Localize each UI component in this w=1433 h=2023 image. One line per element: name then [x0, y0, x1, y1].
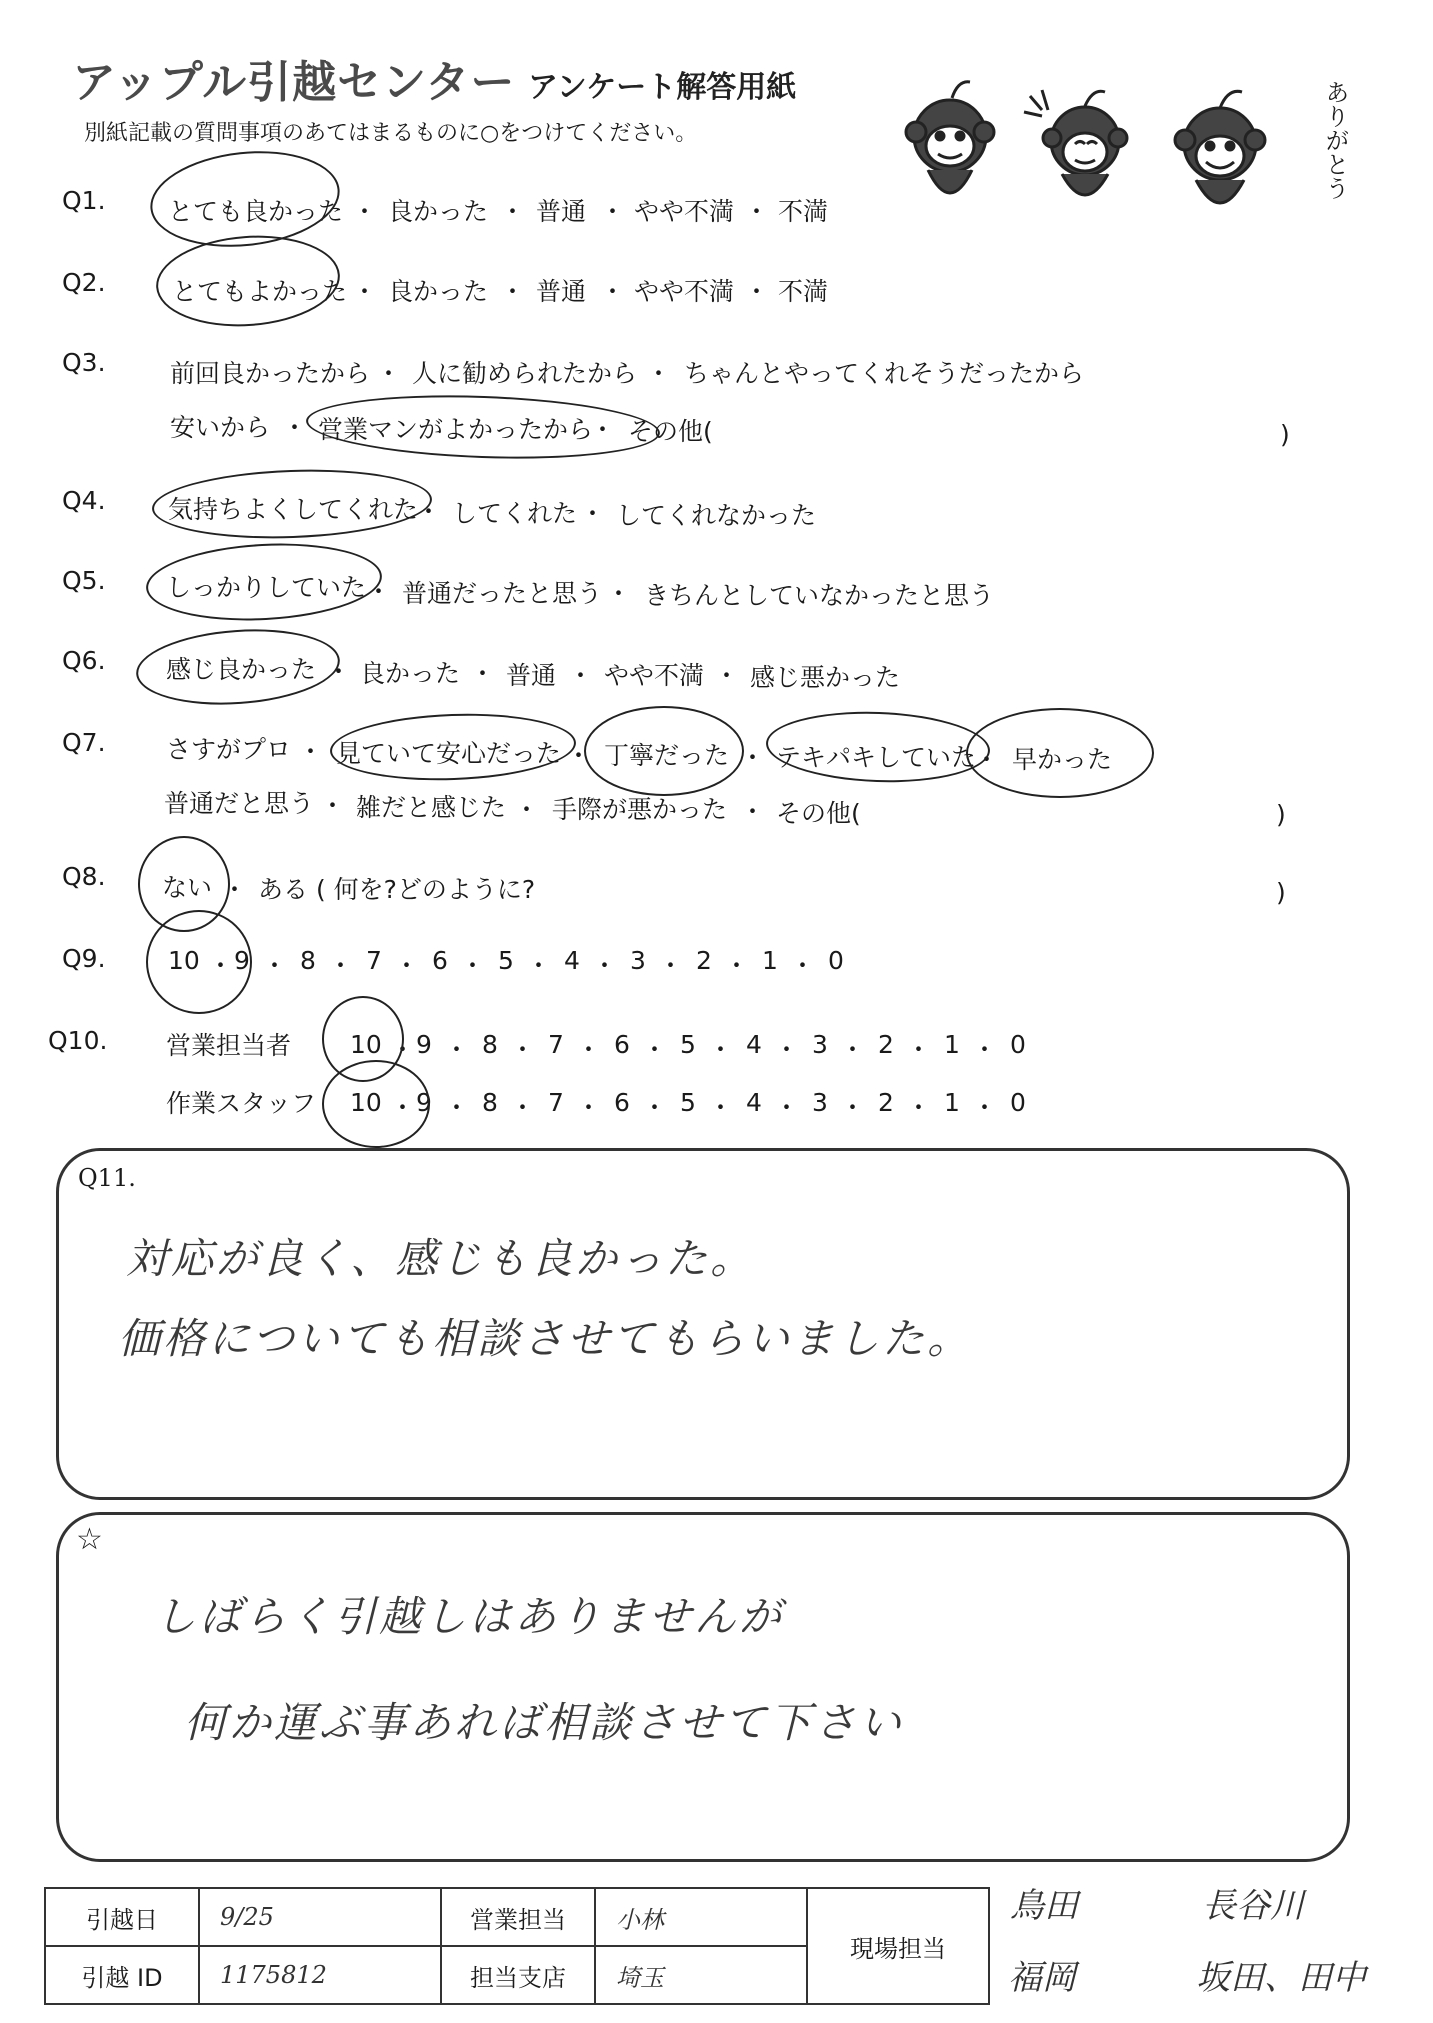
site-staff-cell [989, 1888, 1430, 2004]
star-label: ☆ [76, 1522, 103, 1557]
q9-value-6[interactable]: 6 [432, 946, 448, 975]
q5-option-3[interactable]: きちんとしていなかったと思う [644, 581, 995, 610]
q8-label: Q8. [62, 862, 106, 891]
q3-close-paren: ) [1280, 420, 1290, 449]
q10-sales-value-1[interactable]: 1 [944, 1030, 960, 1059]
q9-value-4[interactable]: 4 [564, 946, 580, 975]
q2-option-2[interactable]: 良かった [388, 277, 489, 306]
q10-sales-value-5[interactable]: 5 [680, 1030, 696, 1059]
q7-close-paren: ) [1276, 800, 1286, 829]
q1-option-5[interactable]: 不満 [778, 197, 829, 226]
q5-selection-mark [144, 538, 384, 626]
sales-label: 営業担当 [441, 1888, 595, 1946]
site-staff-3: 福岡 [1008, 1958, 1076, 1998]
q11-handwritten-line-1: 対応が良く、感じも良かった。 [126, 1234, 756, 1283]
q1-option-3[interactable]: 普通 [536, 197, 587, 226]
q9-value-3[interactable]: 3 [630, 946, 646, 975]
q3-option-5[interactable]: 営業マンがよかったから [318, 415, 594, 444]
move-id-label: 引越 ID [45, 1946, 199, 2004]
q3-option-1[interactable]: 前回良かったから [170, 359, 371, 388]
sales-value: 小林 [595, 1888, 807, 1946]
thanks-label: ありがとう [1321, 80, 1349, 200]
q7-option-5[interactable]: 早かった [1012, 745, 1113, 774]
q10-staff-value-4[interactable]: 4 [746, 1088, 762, 1117]
q4-option-1[interactable]: 気持ちよくしてくれた [168, 495, 419, 524]
q7-option-3[interactable]: 丁寧だった [604, 741, 730, 770]
q2-selection-mark [153, 230, 343, 333]
q10-staff-value-9[interactable]: 9 [416, 1088, 432, 1117]
q10-staff-value-3[interactable]: 3 [812, 1088, 828, 1117]
q9-value-5[interactable]: 5 [498, 946, 514, 975]
instruction-text: 別紙記載の質問事項のあてはまるものに○をつけてください。 [84, 121, 698, 146]
q9-selection-mark [146, 910, 252, 1014]
q10-sales-value-0[interactable]: 0 [1010, 1030, 1026, 1059]
q10-label: Q10. [48, 1026, 108, 1055]
q10-sales-value-4[interactable]: 4 [746, 1030, 762, 1059]
q9-value-2[interactable]: 2 [696, 946, 712, 975]
q10-staff-selection-mark [322, 1060, 430, 1148]
q2-label: Q2. [62, 268, 106, 297]
q3-option-3[interactable]: ちゃんとやってくれそうだったから [684, 359, 1085, 388]
q9-value-7[interactable]: 7 [366, 946, 382, 975]
q10-staff-value-1[interactable]: 1 [944, 1088, 960, 1117]
q10-sales-value-2[interactable]: 2 [878, 1030, 894, 1059]
footer-info-table [44, 1887, 1430, 2005]
q9-value-10[interactable]: 10 [168, 946, 200, 975]
q10-staff-value-0[interactable]: 0 [1010, 1088, 1026, 1117]
q4-label: Q4. [62, 486, 106, 515]
q4-selection-mark [151, 465, 433, 543]
q7-label: Q7. [62, 728, 106, 757]
q6-option-1[interactable]: 感じ良かった [166, 655, 317, 684]
q2-option-4[interactable]: やや不満 [634, 277, 735, 306]
site-staff-1: 鳥田 [1010, 1886, 1078, 1926]
q2-option-3[interactable]: 普通 [536, 277, 587, 306]
q7-option-4[interactable]: テキパキしていた [776, 743, 977, 772]
q7-selection-mark-4 [966, 708, 1154, 798]
q10-staff-value-10[interactable]: 10 [350, 1088, 382, 1117]
q4-option-3[interactable]: してくれなかった [616, 501, 817, 530]
q10-staff-value-7[interactable]: 7 [548, 1088, 564, 1117]
q3-label: Q3. [62, 348, 106, 377]
site-staff-2: 長谷川 [1202, 1886, 1304, 1926]
move-date-value: 9/25 [199, 1888, 441, 1946]
q3-selection-mark [305, 390, 661, 464]
star-handwritten-line-1: しばらく引越しはありませんが [154, 1592, 785, 1641]
q6-option-5[interactable]: 感じ悪かった [750, 663, 901, 692]
q3-option-2[interactable]: 人に勧められたから [412, 359, 638, 388]
q7-option-9[interactable]: その他( [776, 799, 861, 828]
q5-option-1[interactable]: しっかりしていた [166, 573, 367, 602]
branch-label: 担当支店 [441, 1946, 595, 2004]
q10-sales-value-6[interactable]: 6 [614, 1030, 630, 1059]
q9-value-8[interactable]: 8 [300, 946, 316, 975]
q7-option-6[interactable]: 普通だと思う [164, 789, 315, 818]
q10-sales-value-7[interactable]: 7 [548, 1030, 564, 1059]
q6-selection-mark [134, 623, 343, 711]
q1-option-4[interactable]: やや不満 [634, 197, 735, 226]
star-handwritten-line-2: 何か運ぶ事あれば相談させて下さい [184, 1698, 905, 1747]
q7-selection-mark-1 [329, 710, 577, 785]
survey-form-title: アンケート解答用紙 [528, 70, 797, 105]
branch-value: 埼玉 [595, 1946, 807, 2004]
q10-sales-value-3[interactable]: 3 [812, 1030, 828, 1059]
site-staff-label: 現場担当 [807, 1888, 989, 2004]
move-date-label: 引越日 [45, 1888, 199, 1946]
q7-option-2[interactable]: 見ていて安心だった [336, 739, 562, 768]
q7-option-7[interactable]: 雑だと感じた [356, 793, 507, 822]
q3-option-6[interactable]: その他( [628, 417, 713, 446]
q9-value-9[interactable]: 9 [234, 946, 250, 975]
q6-label: Q6. [62, 646, 106, 675]
q8-option-2[interactable]: ある ( 何を?どのように? [258, 875, 536, 904]
q9-value-1[interactable]: 1 [762, 946, 778, 975]
q7-selection-mark-3 [765, 708, 991, 786]
q10-sales-value-8[interactable]: 8 [482, 1030, 498, 1059]
q10-staff-value-6[interactable]: 6 [614, 1088, 630, 1117]
site-staff-4: 坂田、田中 [1196, 1958, 1366, 1998]
monkey-mascot-icon [880, 66, 1310, 246]
q7-selection-mark-2 [584, 706, 744, 796]
q8-option-1[interactable]: ない [162, 873, 213, 902]
star-comment-box [56, 1512, 1350, 1862]
survey-company-title: アップル引越センター [72, 57, 516, 108]
q10-row-staff-label: 作業スタッフ [166, 1089, 317, 1118]
q6-option-2[interactable]: 良かった [360, 659, 461, 688]
q9-value-0[interactable]: 0 [828, 946, 844, 975]
q10-row-sales-label: 営業担当者 [166, 1031, 292, 1060]
q10-staff-value-5[interactable]: 5 [680, 1088, 696, 1117]
q10-sales-value-10[interactable]: 10 [350, 1030, 382, 1059]
q7-option-1[interactable]: さすがプロ [166, 735, 292, 764]
q8-close-paren: ) [1276, 878, 1286, 907]
move-id-value: 1175812 [199, 1946, 441, 2004]
q4-option-2[interactable]: してくれた [452, 499, 578, 528]
q10-staff-value-2[interactable]: 2 [878, 1088, 894, 1117]
q2-option-1[interactable]: とてもよかった [172, 277, 348, 306]
q10-sales-value-9[interactable]: 9 [416, 1030, 432, 1059]
q3-option-4[interactable]: 安いから [170, 413, 271, 442]
q6-option-3[interactable]: 普通 [506, 661, 557, 690]
q10-staff-value-8[interactable]: 8 [482, 1088, 498, 1117]
q9-label: Q9. [62, 944, 106, 973]
q7-option-8[interactable]: 手際が悪かった [552, 795, 728, 824]
q5-option-2[interactable]: 普通だったと思う [402, 579, 603, 608]
q11-handwritten-line-2: 価格についても相談させてもらいました。 [118, 1314, 973, 1363]
q1-label: Q1. [62, 186, 106, 215]
q1-option-1[interactable]: とても良かった [168, 197, 344, 226]
q11-label: Q11. [78, 1164, 136, 1192]
q1-option-2[interactable]: 良かった [388, 197, 489, 226]
q2-option-5[interactable]: 不満 [778, 277, 829, 306]
q5-label: Q5. [62, 566, 106, 595]
q6-option-4[interactable]: やや不満 [604, 661, 705, 690]
